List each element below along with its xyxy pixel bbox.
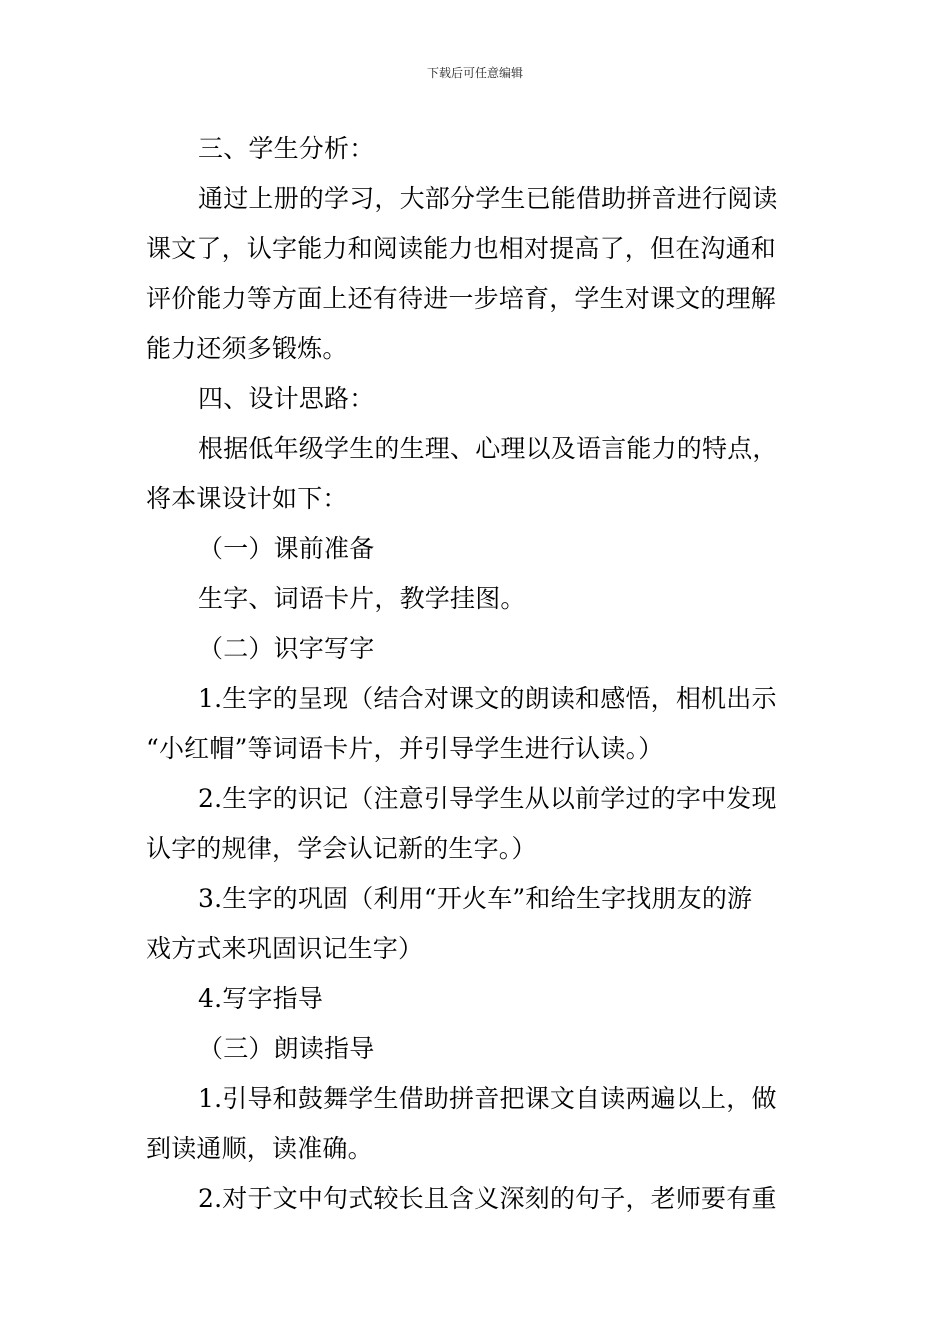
subsection-heading-preparation: （一）课前准备: [198, 534, 375, 563]
paragraph-line: 评价能力等方面上还有待进一步培育，学生对课文的理解: [146, 284, 777, 313]
list-item-line: 1.引导和鼓舞学生借助拼音把课文自读两遍以上，做: [198, 1084, 777, 1113]
document-body: [146, 124, 810, 1224]
subsection-heading-literacy: （二）识字写字: [198, 634, 375, 663]
page-header: 下载后可任意编辑: [426, 66, 523, 80]
paragraph-line: 通过上册的学习，大部分学生已能借助拼音进行阅读: [198, 184, 778, 213]
list-item-line: 2.生字的识记（注意引导学生从以前学过的字中发现: [198, 784, 777, 813]
list-item-line: 4.写字指导: [198, 984, 324, 1013]
paragraph-line: 课文了，认字能力和阅读能力也相对提高了，但在沟通和: [146, 234, 777, 263]
section-heading-design-idea: 四、设计思路：: [198, 384, 375, 413]
paragraph-line: 根据低年级学生的生理、心理以及语言能力的特点，: [198, 434, 778, 463]
list-item-line: 戏方式来巩固识记生字）: [146, 934, 424, 963]
list-item-line: 认字的规律，学会认记新的生字。）: [146, 834, 537, 863]
paragraph-line: 将本课设计如下：: [146, 484, 348, 513]
subsection-heading-reading: （三）朗读指导: [198, 1034, 375, 1063]
paragraph-line: 生字、词语卡片，教学挂图。: [198, 584, 526, 613]
list-item-line: 到读通顺，读准确。: [146, 1134, 373, 1163]
list-item-line: 1.生字的呈现（结合对课文的朗读和感悟，相机出示: [198, 684, 777, 713]
list-item-line: 2.对于文中句式较长且含义深刻的句子，老师要有重: [198, 1184, 777, 1213]
list-item-line: “小红帽”等词语卡片，并引导学生进行认读。）: [146, 734, 664, 763]
list-item-line: 3.生字的巩固（利用“开火车”和给生字找朋友的游: [198, 884, 753, 913]
section-heading-student-analysis: 三、学生分析：: [198, 134, 375, 163]
paragraph-line: 能力还须多锻炼。: [146, 334, 348, 363]
